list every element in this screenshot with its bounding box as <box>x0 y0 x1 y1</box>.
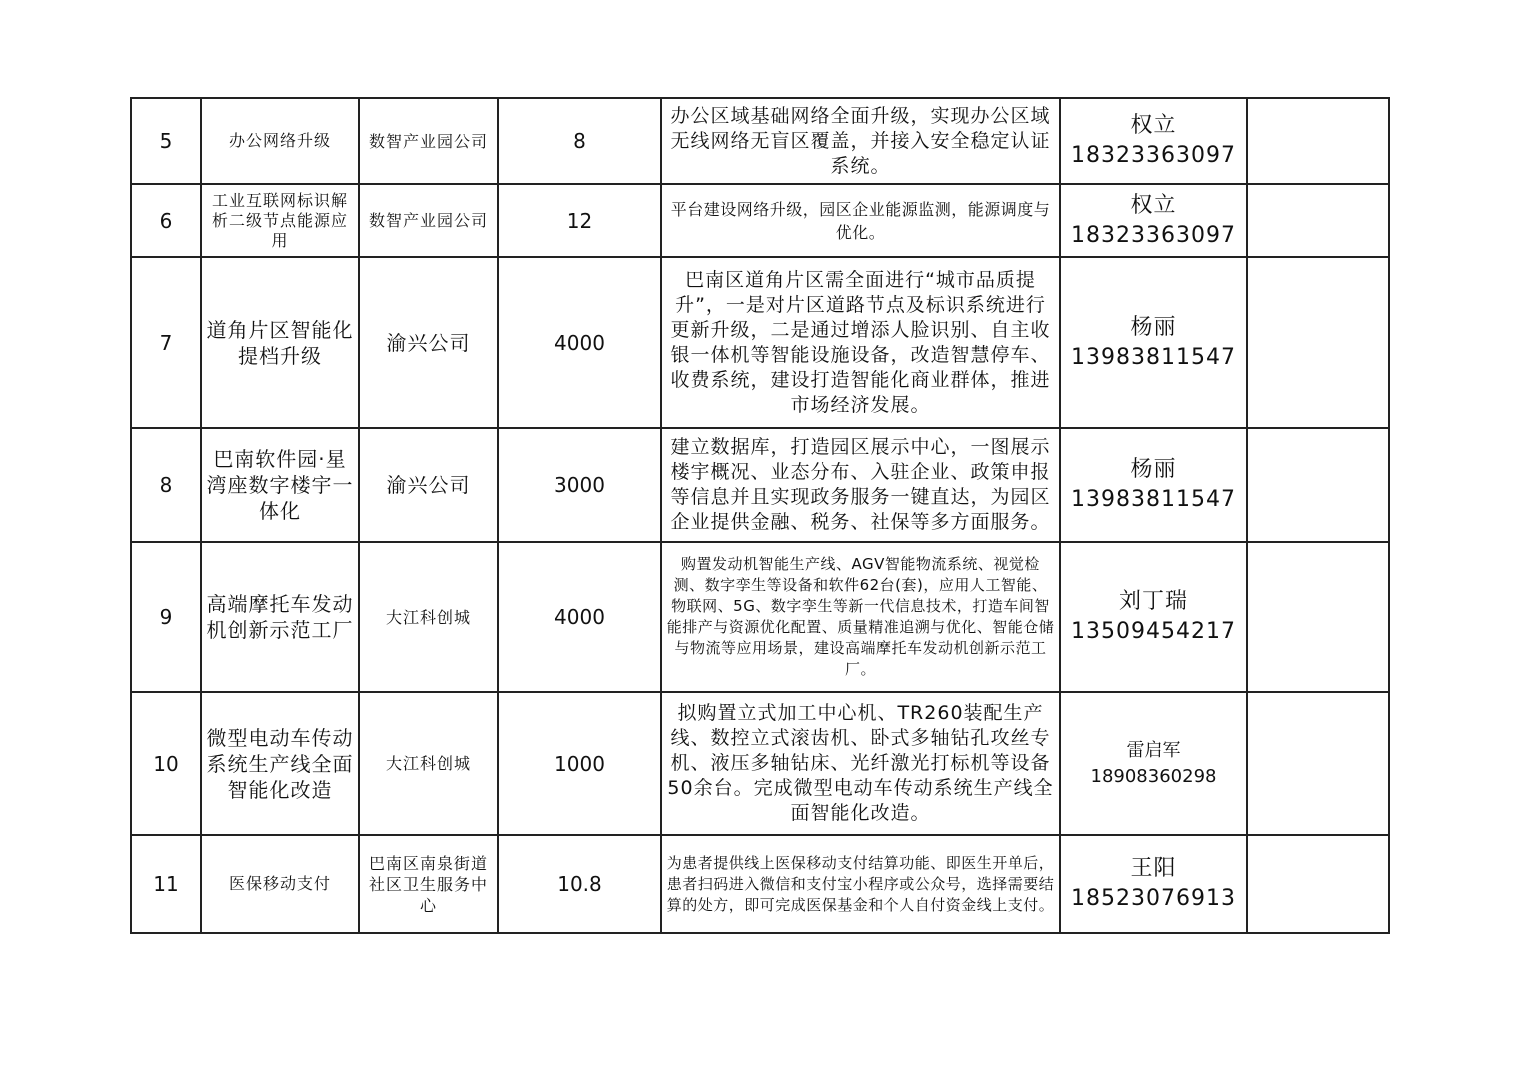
remarks-cell <box>1247 835 1389 933</box>
contact <box>1060 184 1247 257</box>
investment-amount: 4000 <box>498 542 661 692</box>
project-description: 巴南区道角片区需全面进行“城市品质提升”，一是对片区道路节点及标识系统进行更新升级，二是通过增添人脸识别、自主收银一体机等智能设施设备，改造智慧停车、收费系统，建设打造智能化商业群体，推进市场经济发展。 <box>661 257 1060 428</box>
project-description: 建立数据库，打造园区展示中心，一图展示楼宇概况、业态分布、入驻企业、政策申报等信息并且实现政务服务一键直达，为园区企业提供金融、税务、社保等多方面服务。 <box>661 428 1060 542</box>
contact <box>1060 98 1247 184</box>
remarks-cell <box>1247 98 1389 184</box>
project-description: 办公区域基础网络全面升级，实现办公区域无线网络无盲区覆盖，并接入安全稳定认证系统。 <box>661 98 1060 184</box>
responsible-unit: 渝兴公司 <box>359 257 498 428</box>
contact <box>1060 428 1247 542</box>
project-name: 高端摩托车发动机创新示范工厂 <box>201 542 359 692</box>
investment-amount: 3000 <box>498 428 661 542</box>
contact-phone: 13983811547 <box>1071 344 1236 370</box>
contact-name: 刘丁瑞 <box>1118 589 1188 614</box>
responsible-unit: 渝兴公司 <box>359 428 498 542</box>
contact <box>1060 835 1247 933</box>
row-number: 5 <box>131 98 201 184</box>
project-name: 道角片区智能化提档升级 <box>201 257 359 428</box>
table-row <box>131 692 1389 835</box>
project-name: 办公网络升级 <box>201 98 359 184</box>
project-description: 平台建设网络升级，园区企业能源监测，能源调度与优化。 <box>661 184 1060 257</box>
responsible-unit: 大江科创城 <box>359 692 498 835</box>
project-name: 医保移动支付 <box>201 835 359 933</box>
project-description: 购置发动机智能生产线、AGV智能物流系统、视觉检测、数字孪生等设备和软件62台(套)，应用人工智能、物联网、5G、数字孪生等新一代信息技术，打造车间智能排产与资源优化配置、质量精准追溯与优化、智能仓储与物流等应用场景，建设高端摩托车发动机创新示范工厂。 <box>661 542 1060 692</box>
row-number: 6 <box>131 184 201 257</box>
contact-name: 杨丽 <box>1130 457 1177 482</box>
contact-name: 权立 <box>1130 192 1177 218</box>
table-row <box>131 257 1389 428</box>
investment-amount: 1000 <box>498 692 661 835</box>
project-description: 为患者提供线上医保移动支付结算功能、即医生开单后，患者扫码进入微信和支付宝小程序或公众号，选择需要结算的处方，即可完成医保基金和个人自付资金线上支付。 <box>661 835 1060 933</box>
remarks-cell <box>1247 184 1389 257</box>
table-row <box>131 835 1389 933</box>
project-name: 巴南软件园·星湾座数字楼宇一体化 <box>201 428 359 542</box>
contact-phone: 13983811547 <box>1071 487 1236 512</box>
remarks-cell <box>1247 428 1389 542</box>
contact-phone: 13509454217 <box>1071 619 1236 644</box>
remarks-cell <box>1247 692 1389 835</box>
contact <box>1060 257 1247 428</box>
contact-phone: 18323363097 <box>1071 143 1236 168</box>
project-name: 工业互联网标识解析二级节点能源应用 <box>201 184 359 257</box>
responsible-unit: 数智产业园公司 <box>359 184 498 257</box>
contact-name: 雷启军 <box>1126 739 1181 761</box>
contact-phone: 18523076913 <box>1071 886 1236 911</box>
remarks-cell <box>1247 542 1389 692</box>
remarks-cell <box>1247 257 1389 428</box>
row-number: 9 <box>131 542 201 692</box>
row-number: 10 <box>131 692 201 835</box>
responsible-unit: 数智产业园公司 <box>359 98 498 184</box>
investment-amount: 8 <box>498 98 661 184</box>
contact-phone: 18323363097 <box>1071 222 1236 248</box>
table-row <box>131 98 1389 184</box>
table-row <box>131 428 1389 542</box>
row-number: 7 <box>131 257 201 428</box>
table-row <box>131 542 1389 692</box>
investment-amount: 10.8 <box>498 835 661 933</box>
row-number: 11 <box>131 835 201 933</box>
responsible-unit: 巴南区南泉街道社区卫生服务中心 <box>359 835 498 933</box>
contact <box>1060 692 1247 835</box>
responsible-unit: 大江科创城 <box>359 542 498 692</box>
contact-name: 杨丽 <box>1130 314 1177 340</box>
contact <box>1060 542 1247 692</box>
contact-name: 王阳 <box>1130 856 1177 881</box>
contact-name: 权立 <box>1130 113 1177 138</box>
project-description: 拟购置立式加工中心机、TR260装配生产线、数控立式滚齿机、卧式多轴钻孔攻丝专机、液压多轴钻床、光纤激光打标机等设备50余台。完成微型电动车传动系统生产线全面智能化改造。 <box>661 692 1060 835</box>
investment-amount: 4000 <box>498 257 661 428</box>
contact-phone: 18908360298 <box>1090 765 1217 787</box>
table-row <box>131 184 1389 257</box>
investment-amount: 12 <box>498 184 661 257</box>
project-name: 微型电动车传动系统生产线全面智能化改造 <box>201 692 359 835</box>
project-table <box>130 97 1390 934</box>
row-number: 8 <box>131 428 201 542</box>
